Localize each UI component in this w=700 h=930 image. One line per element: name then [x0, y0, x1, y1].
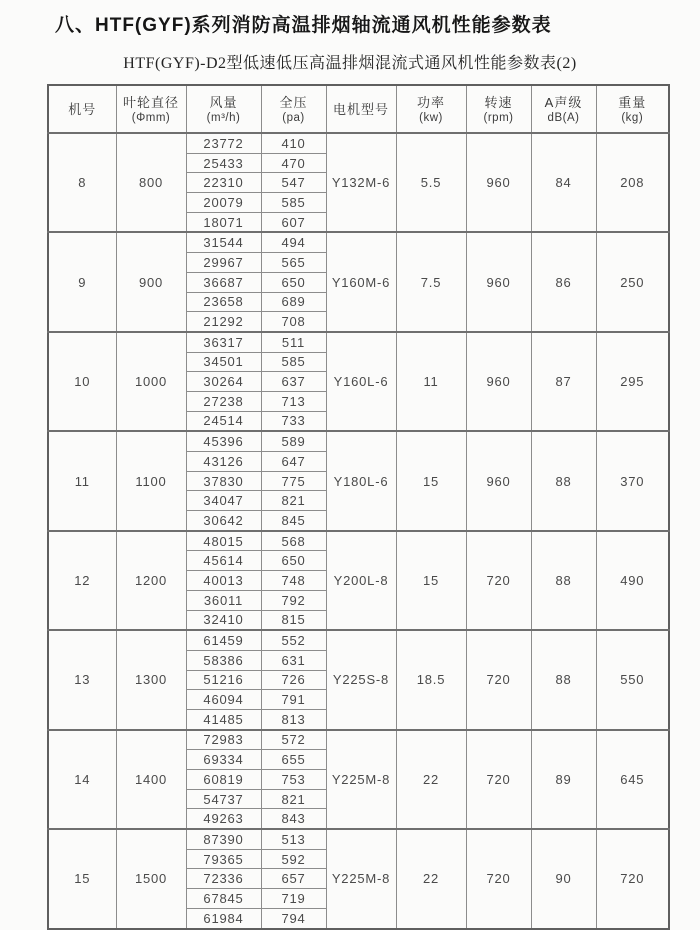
header-row [48, 85, 669, 133]
header-label: 叶轮直径 [122, 94, 179, 110]
airflow-cell: 32410 [186, 610, 261, 630]
motor-model-cell: Y225M-8 [326, 829, 396, 928]
pressure-cell: 708 [261, 312, 326, 332]
airflow-cell: 41485 [186, 709, 261, 729]
header-unit: (rpm) [483, 111, 514, 124]
airflow-cell: 24514 [186, 411, 261, 431]
pressure-cell: 815 [261, 610, 326, 630]
noise-cell: 90 [531, 829, 596, 928]
machine-no-cell: 10 [48, 332, 116, 431]
airflow-cell: 30642 [186, 511, 261, 531]
pressure-cell: 513 [261, 829, 326, 849]
table-row [48, 531, 669, 551]
airflow-cell: 40013 [186, 571, 261, 591]
power-cell: 22 [396, 829, 466, 928]
motor-model-cell: Y160M-6 [326, 232, 396, 331]
airflow-cell: 18071 [186, 212, 261, 232]
power-cell: 5.5 [396, 133, 466, 232]
speed-cell: 960 [466, 332, 531, 431]
airflow-cell: 43126 [186, 452, 261, 472]
airflow-cell: 22310 [186, 173, 261, 193]
airflow-cell: 27238 [186, 391, 261, 411]
pressure-cell: 775 [261, 471, 326, 491]
airflow-cell: 29967 [186, 253, 261, 273]
airflow-cell: 61984 [186, 908, 261, 928]
table-row [48, 332, 669, 352]
header-machine-no [48, 85, 116, 133]
impeller-diameter-cell: 1300 [116, 630, 186, 729]
airflow-cell: 21292 [186, 312, 261, 332]
airflow-cell: 46094 [186, 690, 261, 710]
pressure-cell: 631 [261, 650, 326, 670]
header-label: A声级 [544, 94, 583, 110]
power-cell: 22 [396, 730, 466, 829]
impeller-diameter-cell: 1500 [116, 829, 186, 928]
airflow-cell: 30264 [186, 372, 261, 392]
header-motor-model [326, 85, 396, 133]
pressure-cell: 552 [261, 630, 326, 650]
airflow-cell: 23772 [186, 133, 261, 153]
airflow-cell: 72336 [186, 869, 261, 889]
pressure-cell: 753 [261, 770, 326, 790]
airflow-cell: 58386 [186, 650, 261, 670]
motor-model-cell: Y180L-6 [326, 431, 396, 530]
machine-no-cell: 13 [48, 630, 116, 729]
impeller-diameter-cell: 900 [116, 232, 186, 331]
noise-cell: 86 [531, 232, 596, 331]
header-unit: (kw) [419, 111, 443, 124]
header-pressure [261, 85, 326, 133]
fan-performance-table [47, 84, 670, 930]
noise-cell: 88 [531, 630, 596, 729]
motor-model-cell: Y160L-6 [326, 332, 396, 431]
pressure-cell: 821 [261, 789, 326, 809]
pressure-cell: 650 [261, 551, 326, 571]
table-row [48, 829, 669, 849]
header-noise-level [531, 85, 596, 133]
pressure-cell: 637 [261, 372, 326, 392]
machine-no-cell: 9 [48, 232, 116, 331]
airflow-cell: 45396 [186, 431, 261, 451]
weight-cell: 490 [596, 531, 669, 630]
header-label: 功率 [416, 94, 445, 110]
header-impeller-diameter [116, 85, 186, 133]
pressure-cell: 733 [261, 411, 326, 431]
airflow-cell: 25433 [186, 153, 261, 173]
pressure-cell: 813 [261, 709, 326, 729]
machine-no-cell: 14 [48, 730, 116, 829]
power-cell: 7.5 [396, 232, 466, 331]
header-airflow [186, 85, 261, 133]
pressure-cell: 568 [261, 531, 326, 551]
impeller-diameter-cell: 1400 [116, 730, 186, 829]
pressure-cell: 794 [261, 908, 326, 928]
pressure-cell: 585 [261, 193, 326, 213]
airflow-cell: 72983 [186, 730, 261, 750]
airflow-cell: 45614 [186, 551, 261, 571]
airflow-cell: 36687 [186, 272, 261, 292]
header-power [396, 85, 466, 133]
pressure-cell: 494 [261, 232, 326, 252]
pressure-cell: 843 [261, 809, 326, 829]
speed-cell: 960 [466, 431, 531, 530]
pressure-cell: 719 [261, 889, 326, 909]
speed-cell: 960 [466, 232, 531, 331]
power-cell: 18.5 [396, 630, 466, 729]
pressure-cell: 470 [261, 153, 326, 173]
header-unit: (Φmm) [131, 111, 171, 124]
table-body [48, 133, 669, 929]
pressure-cell: 589 [261, 431, 326, 451]
weight-cell: 720 [596, 829, 669, 928]
noise-cell: 87 [531, 332, 596, 431]
motor-model-cell: Y225S-8 [326, 630, 396, 729]
pressure-cell: 713 [261, 391, 326, 411]
pressure-cell: 821 [261, 491, 326, 511]
header-unit: (pa) [282, 111, 305, 124]
machine-no-cell: 8 [48, 133, 116, 232]
header-label: 电机型号 [332, 101, 389, 117]
power-cell: 15 [396, 531, 466, 630]
power-cell: 15 [396, 431, 466, 530]
pressure-cell: 592 [261, 849, 326, 869]
pressure-cell: 792 [261, 590, 326, 610]
pressure-cell: 726 [261, 670, 326, 690]
airflow-cell: 69334 [186, 750, 261, 770]
table-subtitle: HTF(GYF)-D2型低速低压高温排烟混流式通风机性能参数表(2) [123, 55, 577, 72]
speed-cell: 720 [466, 730, 531, 829]
airflow-cell: 36011 [186, 590, 261, 610]
impeller-diameter-cell: 800 [116, 133, 186, 232]
motor-model-cell: Y225M-8 [326, 730, 396, 829]
airflow-cell: 34047 [186, 491, 261, 511]
noise-cell: 89 [531, 730, 596, 829]
airflow-cell: 51216 [186, 670, 261, 690]
noise-cell: 84 [531, 133, 596, 232]
airflow-cell: 87390 [186, 829, 261, 849]
impeller-diameter-cell: 1100 [116, 431, 186, 530]
table-row [48, 730, 669, 750]
table-row [48, 133, 669, 153]
pressure-cell: 689 [261, 292, 326, 312]
airflow-cell: 37830 [186, 471, 261, 491]
speed-cell: 720 [466, 630, 531, 729]
airflow-cell: 60819 [186, 770, 261, 790]
airflow-cell: 36317 [186, 332, 261, 352]
weight-cell: 208 [596, 133, 669, 232]
noise-cell: 88 [531, 531, 596, 630]
speed-cell: 720 [466, 829, 531, 928]
pressure-cell: 650 [261, 272, 326, 292]
document-page [0, 10, 700, 926]
pressure-cell: 410 [261, 133, 326, 153]
airflow-cell: 61459 [186, 630, 261, 650]
airflow-cell: 67845 [186, 889, 261, 909]
airflow-cell: 20079 [186, 193, 261, 213]
header-label: 全压 [279, 94, 308, 110]
machine-no-cell: 15 [48, 829, 116, 928]
header-label: 重量 [618, 94, 647, 110]
pressure-cell: 748 [261, 571, 326, 591]
pressure-cell: 647 [261, 452, 326, 472]
header-label: 风量 [209, 94, 238, 110]
table-row [48, 232, 669, 252]
airflow-cell: 23658 [186, 292, 261, 312]
pressure-cell: 565 [261, 253, 326, 273]
weight-cell: 370 [596, 431, 669, 530]
table-header [48, 85, 669, 133]
impeller-diameter-cell: 1000 [116, 332, 186, 431]
header-unit: (kg) [621, 111, 644, 124]
speed-cell: 720 [466, 531, 531, 630]
page-title: 八、HTF(GYF)系列消防高温排烟轴流通风机性能参数表 [55, 15, 552, 36]
header-unit: (m³/h) [206, 111, 241, 124]
airflow-cell: 54737 [186, 789, 261, 809]
header-label: 转速 [484, 94, 513, 110]
speed-cell: 960 [466, 133, 531, 232]
pressure-cell: 607 [261, 212, 326, 232]
header-unit: dB(A) [547, 111, 580, 124]
weight-cell: 295 [596, 332, 669, 431]
pressure-cell: 547 [261, 173, 326, 193]
machine-no-cell: 12 [48, 531, 116, 630]
pressure-cell: 791 [261, 690, 326, 710]
weight-cell: 645 [596, 730, 669, 829]
pressure-cell: 511 [261, 332, 326, 352]
motor-model-cell: Y200L-8 [326, 531, 396, 630]
pressure-cell: 845 [261, 511, 326, 531]
header-speed [466, 85, 531, 133]
pressure-cell: 655 [261, 750, 326, 770]
airflow-cell: 79365 [186, 849, 261, 869]
header-weight [596, 85, 669, 133]
airflow-cell: 48015 [186, 531, 261, 551]
weight-cell: 550 [596, 630, 669, 729]
pressure-cell: 657 [261, 869, 326, 889]
airflow-cell: 31544 [186, 232, 261, 252]
pressure-cell: 585 [261, 352, 326, 372]
weight-cell: 250 [596, 232, 669, 331]
header-label: 机号 [68, 101, 97, 117]
impeller-diameter-cell: 1200 [116, 531, 186, 630]
noise-cell: 88 [531, 431, 596, 530]
power-cell: 11 [396, 332, 466, 431]
airflow-cell: 49263 [186, 809, 261, 829]
motor-model-cell: Y132M-6 [326, 133, 396, 232]
table-row [48, 630, 669, 650]
pressure-cell: 572 [261, 730, 326, 750]
airflow-cell: 34501 [186, 352, 261, 372]
machine-no-cell: 11 [48, 431, 116, 530]
table-row [48, 431, 669, 451]
